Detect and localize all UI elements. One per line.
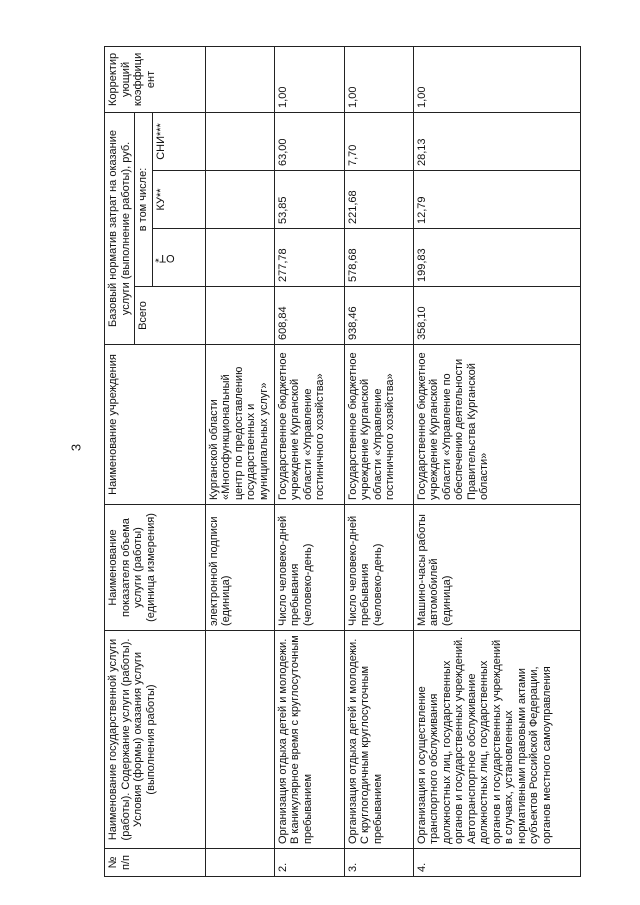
cell-num: 2. [274,849,344,877]
cell-institution: Государственное бюджетное учреждение Курганской области «Управление гостиничного хозяйства» [344,345,413,505]
cell-sni: 7,70 [344,112,413,170]
header-sni: СНИ*** [152,112,205,170]
cell-indicator: Число человеко-дней пребывания (человеко-день) [344,505,413,631]
cell-num: 3. [344,849,413,877]
cell-ot: 277,78 [274,229,344,287]
header-base-norm: Базовый норматив затрат на оказание услуги (выполнение работы), руб. [105,112,135,344]
cell-ku: 12,79 [413,171,580,229]
cell-sni: 63,00 [274,112,344,170]
header-service-name: Наименование государственной услуги (работы). Содержание услуги (работы). Условия (формы) оказания услуги (выполнения работы) [105,631,206,849]
cell-ot: 199,83 [413,229,580,287]
header-coefficient: Корректирующий коэффициент [105,46,206,112]
cell-coef: 1,00 [413,46,580,112]
cell-ku [205,171,274,229]
table-row [205,46,274,876]
table-row [344,46,413,876]
cell-service [205,631,274,849]
cell-ot [205,229,274,287]
cell-ku: 221,68 [344,171,413,229]
cell-num [205,849,274,877]
cell-total: 938,46 [344,287,413,345]
cell-coef [205,46,274,112]
header-institution: Наименование учреждения [105,345,206,505]
page-number: 3 [68,443,84,452]
cell-institution: Государственное бюджетное учреждение Курганской области «Управление гостиничного хозяйства» [274,345,344,505]
cell-ot: 578,68 [344,229,413,287]
header-ot: ОТ* [154,251,175,264]
cell-indicator: Число человеко-дней пребывания (человеко-день) [274,505,344,631]
cell-coef: 1,00 [344,46,413,112]
cell-coef: 1,00 [274,46,344,112]
table-row [413,46,580,876]
cell-indicator: Машино-часы работы автомобилей (единица) [413,505,580,631]
header-total: Всего [135,287,206,345]
cell-service: Организация отдыха детей и молодежи. В каникулярное время с круглосуточным пребыванием [274,631,344,849]
cell-sni [205,112,274,170]
cell-institution: Курганской области «Многофункциональный центр по предоставлению государственных и муниципальных услуг» [205,345,274,505]
rotated-table-container [104,47,622,877]
cell-institution: Государственное бюджетное учреждение Курганской области «Управление по обеспечению деятельности Правительства Курганской области» [413,345,580,505]
cell-total: 608,84 [274,287,344,345]
cost-norms-table [104,46,581,877]
cell-ku: 53,85 [274,171,344,229]
table-row [274,46,344,876]
cell-total: 358,10 [413,287,580,345]
cell-service: Организация отдыха детей и молодежи. С круглогодичным круглосуточным пребыванием [344,631,413,849]
header-num: № п/п [105,849,206,877]
header-ku: КУ** [152,171,205,229]
header-including: в том числе: [135,112,153,286]
header-indicator: Наименование показателя объема услуги (работы) (единица измерения) [105,505,206,631]
cell-num: 4. [413,849,580,877]
cell-service: Организация и осуществление транспортного обслуживания должностных лиц, государственных органов и государственных учреждений. Автотранспортное обслуживание должностных лиц, государственных органов и государственных учреждений в случаях, установленных нормативными правовыми актами субъектов Российской Федерации, органов местного самоуправления [413,631,580,849]
cell-indicator: электронной подписи (единица) [205,505,274,631]
cell-sni: 28,13 [413,112,580,170]
cell-total [205,287,274,345]
